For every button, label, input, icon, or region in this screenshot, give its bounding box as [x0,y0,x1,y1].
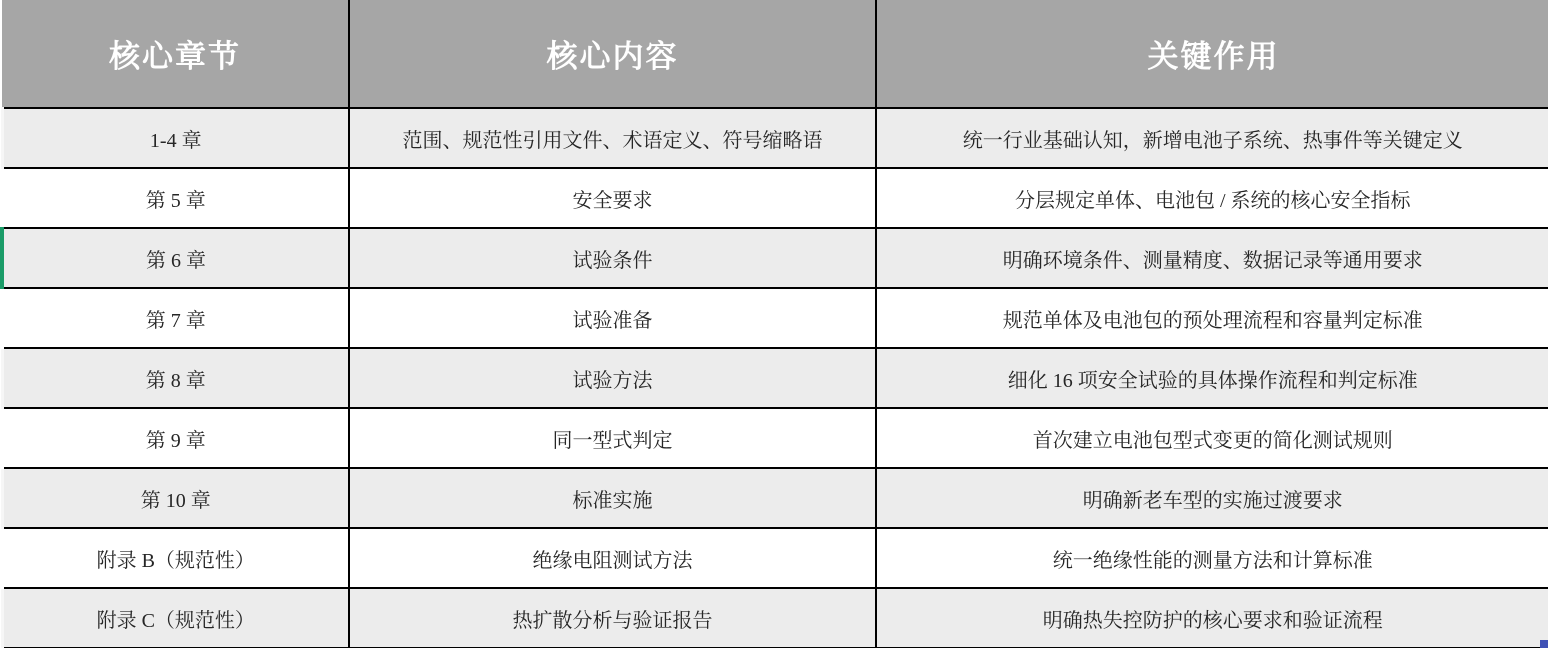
cell-chapter[interactable]: 第 5 章 [2,168,349,228]
cell-role[interactable]: 统一行业基础认知，新增电池子系统、热事件等关键定义 [876,108,1548,168]
cell-content[interactable]: 绝缘电阻测试方法 [349,528,876,588]
cell-chapter[interactable]: 1-4 章 [2,108,349,168]
table-row [2,348,1548,408]
table-header-row [2,0,1548,108]
cell-content[interactable]: 热扩散分析与验证报告 [349,588,876,648]
cell-role[interactable]: 细化 16 项安全试验的具体操作流程和判定标准 [876,348,1548,408]
cell-content[interactable]: 试验准备 [349,288,876,348]
cell-role[interactable]: 规范单体及电池包的预处理流程和容量判定标准 [876,288,1548,348]
table-row-selected [2,228,1548,288]
table-row [2,528,1548,588]
cell-role[interactable]: 明确热失控防护的核心要求和验证流程 [876,588,1548,648]
cell-role[interactable]: 统一绝缘性能的测量方法和计算标准 [876,528,1548,588]
cell-chapter[interactable]: 附录 B（规范性） [2,528,349,588]
cell-role[interactable]: 明确新老车型的实施过渡要求 [876,468,1548,528]
cell-content[interactable]: 试验方法 [349,348,876,408]
cell-chapter[interactable]: 第 9 章 [2,408,349,468]
cell-chapter[interactable]: 第 7 章 [2,288,349,348]
cell-content[interactable]: 安全要求 [349,168,876,228]
cell-content[interactable]: 同一型式判定 [349,408,876,468]
cell-chapter[interactable]: 第 6 章 [2,228,349,288]
header-cell-role[interactable]: 关键作用 [876,0,1548,108]
cell-chapter[interactable]: 附录 C（规范性） [2,588,349,648]
header-cell-chapter[interactable]: 核心章节 [2,0,349,108]
cell-chapter[interactable]: 第 8 章 [2,348,349,408]
cell-role[interactable]: 首次建立电池包型式变更的简化测试规则 [876,408,1548,468]
header-cell-content[interactable]: 核心内容 [349,0,876,108]
cell-role[interactable]: 分层规定单体、电池包 / 系统的核心安全指标 [876,168,1548,228]
selection-fill-handle[interactable] [1540,640,1548,648]
cell-content[interactable]: 试验条件 [349,228,876,288]
cell-role[interactable]: 明确环境条件、测量精度、数据记录等通用要求 [876,228,1548,288]
cell-content[interactable]: 标准实施 [349,468,876,528]
table-row [2,168,1548,228]
table-row [2,108,1548,168]
table-row [2,288,1548,348]
table-row [2,468,1548,528]
cell-chapter[interactable]: 第 10 章 [2,468,349,528]
table-row [2,408,1548,468]
cell-content[interactable]: 范围、规范性引用文件、术语定义、符号缩略语 [349,108,876,168]
table-row [2,588,1548,648]
